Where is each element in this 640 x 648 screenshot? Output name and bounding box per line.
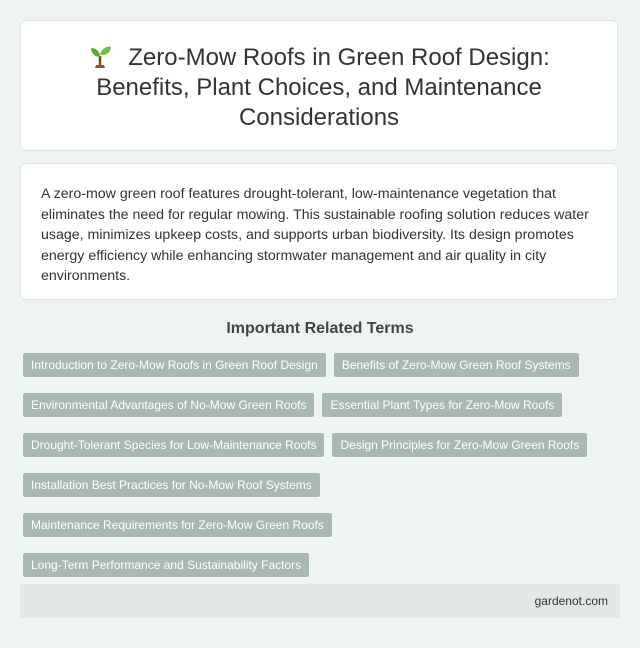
related-term-tag[interactable]: Long-Term Performance and Sustainability Factors	[23, 553, 309, 577]
related-terms-heading: Important Related Terms	[226, 320, 414, 337]
sprout-icon	[88, 43, 114, 69]
footer	[20, 584, 620, 618]
related-terms-list	[23, 353, 623, 617]
related-term-tag[interactable]: Maintenance Requirements for Zero-Mow Green Roofs	[23, 513, 332, 537]
related-term-tag[interactable]: Introduction to Zero-Mow Roofs in Green Roof Design	[23, 353, 326, 377]
related-term-tag[interactable]: Environmental Advantages of No-Mow Green Roofs	[23, 393, 314, 417]
footer-site-link[interactable]: gardenot.com	[534, 594, 608, 608]
summary-card	[20, 163, 618, 300]
title-text: Zero-Mow Roofs in Green Roof Design: Benefits, Plant Choices, and Maintenance Considerations	[96, 44, 550, 131]
related-term-tag[interactable]: Design Principles for Zero-Mow Green Roofs	[332, 433, 587, 457]
summary-text: A zero-mow green roof features drought-tolerant, low-maintenance vegetation that eliminates the need for regular mowing. This sustainable roofing solution reduces water usage, minimizes upkeep costs, and supports urban biodiversity. Its design promotes energy efficiency while enhancing stormwater management and air quality in city environments.	[41, 186, 589, 284]
related-term-tag[interactable]: Drought-Tolerant Species for Low-Maintenance Roofs	[23, 433, 324, 457]
related-term-tag[interactable]: Benefits of Zero-Mow Green Roof Systems	[334, 353, 579, 377]
title-card	[20, 20, 618, 151]
related-term-tag[interactable]: Installation Best Practices for No-Mow Roof Systems	[23, 473, 320, 497]
related-term-tag[interactable]: Essential Plant Types for Zero-Mow Roofs	[322, 393, 562, 417]
page-title	[21, 21, 617, 133]
